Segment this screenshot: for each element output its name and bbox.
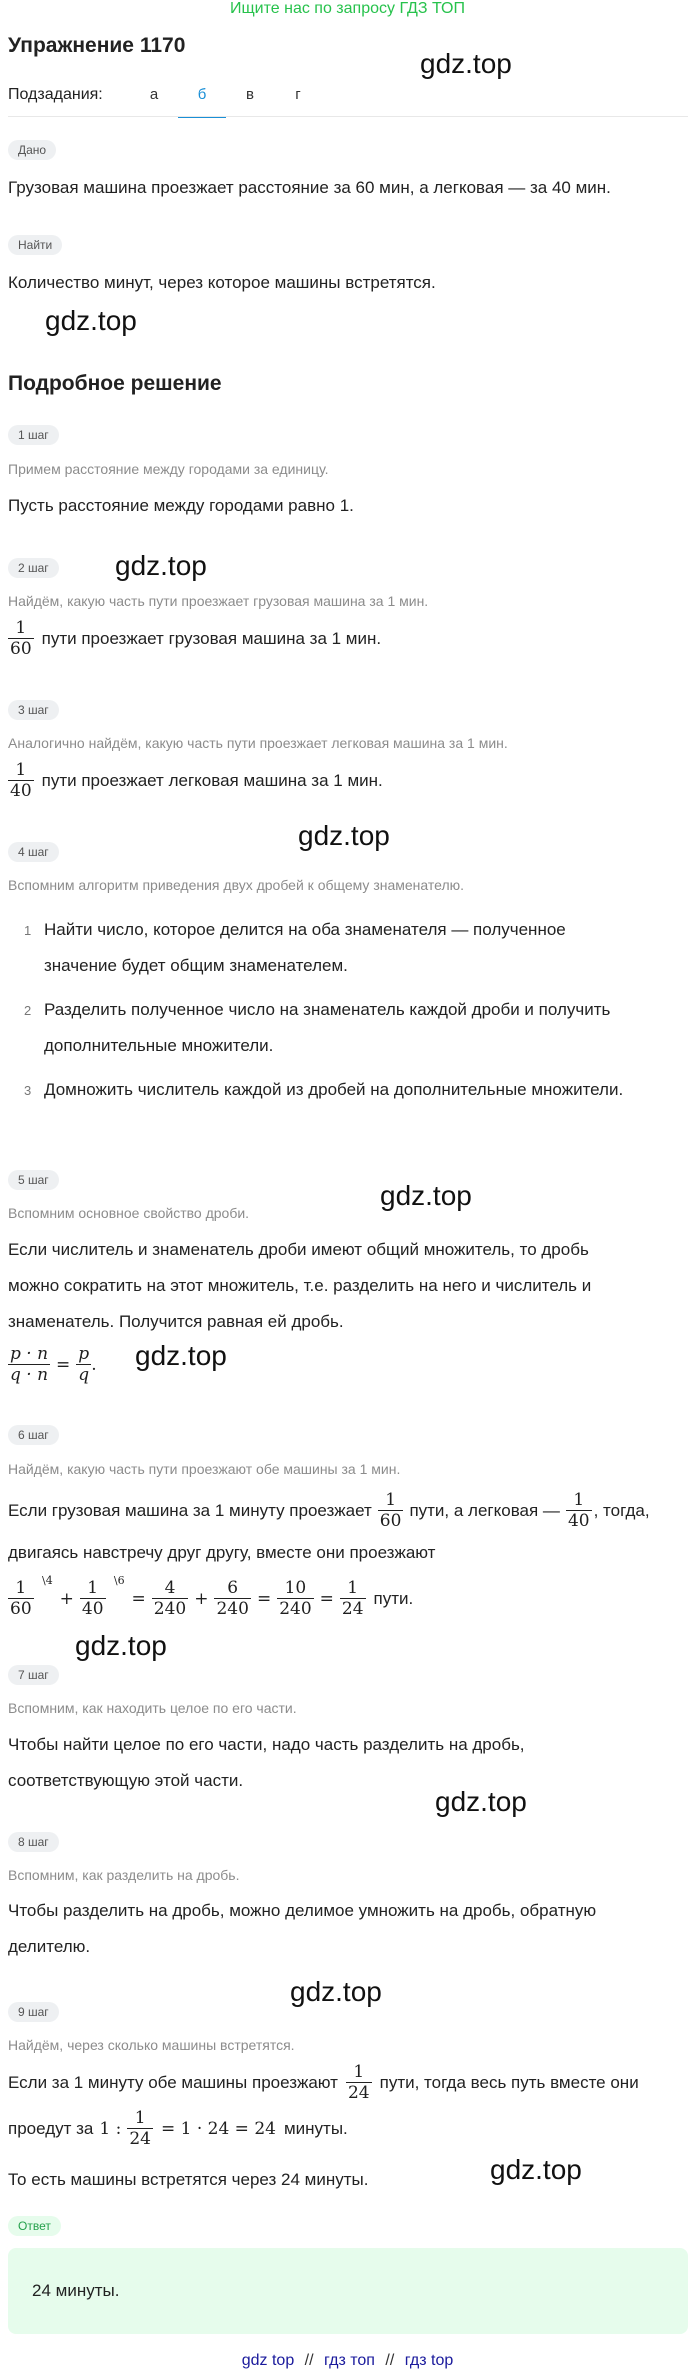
bottom-links (0, 2352, 695, 2370)
step-4-badge: 4 шаг (8, 842, 59, 862)
step-7-hint: Вспомним, как находить целое по его части. (8, 1700, 297, 1716)
step-1-hint: Примем расстояние между городами за единицу. (8, 461, 329, 477)
answer-text: 24 минуты. (32, 2281, 120, 2300)
watermark: gdz.top (290, 1976, 382, 2007)
solution-title: Подробное решение (8, 372, 222, 395)
watermark: gdz.top (490, 2154, 582, 2185)
step-1-badge: 1 шаг (8, 425, 59, 445)
step-4-hint: Вспомним алгоритм приведения двух дробей к общему знаменателю. (8, 877, 465, 893)
answer-box (8, 2248, 688, 2334)
watermark: gdz.top (45, 305, 137, 336)
list-item: 3 Домножить числитель каждой из дробей на дополнительные множители. (24, 1080, 624, 1099)
step-7-badge: 7 шаг (8, 1665, 59, 1685)
step-7-text: Чтобы найти целое по его части, надо часть разделить на дробь, соответствующую этой части. (8, 1735, 525, 1790)
step-2-hint: Найдём, какую часть пути проезжает грузовая машина за 1 мин. (8, 593, 429, 609)
fraction: $\frac{10}{240}$ (279, 1578, 312, 1620)
fraction: $\frac{1}{60}$ (10, 618, 32, 660)
watermark: gdz.top (380, 1180, 472, 1211)
list-item: 2 Разделить полученное число на знаменатель каждой дроби и получить дополнительные множители. (24, 1000, 611, 1055)
watermark: gdz.top (115, 550, 207, 581)
step-5-badge: 5 шаг (8, 1170, 59, 1190)
tab-b[interactable]: б (178, 82, 226, 118)
fraction: $\frac{p \cdot n}{q \cdot n}$ (10, 1344, 49, 1386)
fraction: $\frac{p}{q}$ (78, 1344, 90, 1386)
fraction: $\frac{4}{240}$ (153, 1578, 187, 1620)
tabs-divider (8, 116, 688, 117)
step-8-badge: 8 шаг (8, 1832, 59, 1852)
step-9-badge: 9 шаг (8, 2002, 59, 2022)
step-6-line-2: двигаясь навстречу друг другу, вместе они проезжают (8, 1543, 436, 1562)
step-9-line-2: проедут за 1 : $\frac{1}{24}$ = 1 · 24 = 24 минуты. (8, 2108, 348, 2150)
fraction: $\frac{1}{40}$ (567, 1490, 590, 1532)
fraction: 1 60 \4 (10, 1574, 53, 1620)
find-text: Количество минут, через которое машины встретятся. (8, 273, 436, 292)
tab-a[interactable]: а (149, 86, 159, 103)
tab-v[interactable]: в (246, 86, 254, 103)
fraction: $\frac{1}{24}$ (347, 2062, 370, 2104)
fraction: $\frac{1}{60}$ (379, 1490, 402, 1532)
fraction: $\frac{1}{24}$ (341, 1578, 364, 1620)
given-badge: Дано (8, 140, 56, 160)
bottom-link[interactable]: гдз топ (324, 2352, 375, 2369)
step-6-line-1: Если грузовая машина за 1 минуту проезжает $\frac{1}{60}$ пути, а легковая — $\frac{1}{40}$ , тогда, (8, 1490, 650, 1532)
watermark: gdz.top (435, 1786, 527, 1817)
step-2-text: пути проезжает грузовая машина за 1 мин. (41, 628, 382, 648)
fraction: $\frac{1}{24}$ (129, 2108, 151, 2150)
answer-badge: Ответ (8, 2216, 61, 2236)
top-banner-link[interactable]: Ищите нас по запросу ГДЗ ТОП (230, 0, 465, 17)
step-8-text: Чтобы разделить на дробь, можно делимое умножить на дробь, обратную делителю. (8, 1901, 597, 1956)
step-3-line (8, 760, 383, 802)
step-8-hint: Вспомним, как разделить на дробь. (8, 1867, 240, 1883)
exercise-title: Упражнение 1170 (8, 34, 186, 57)
find-badge: Найти (8, 235, 62, 255)
bottom-link[interactable]: гдз top (404, 2352, 454, 2369)
watermark: gdz.top (135, 1340, 227, 1371)
fraction: $\frac{1}{40}$ (10, 760, 32, 802)
step-1-text: Пусть расстояние между городами равно 1. (8, 496, 354, 515)
step-5-hint: Вспомним основное свойство дроби. (8, 1205, 250, 1221)
step-9-line-1: Если за 1 минуту обе машины проезжают $\frac{1}{24}$ пути, тогда весь путь вместе они (8, 2062, 639, 2104)
step-9-conclusion: То есть машины встретятся через 24 минуты. (8, 2170, 369, 2189)
step-2-line (8, 618, 381, 660)
watermark: gdz.top (298, 820, 390, 851)
step-3-badge: 3 шаг (8, 700, 59, 720)
subtask-tabs (130, 82, 322, 118)
link-separator: // (385, 2352, 395, 2369)
sum-formula: 1 60 \4 + 1 40 \6 = $\frac{4}{240}$ + $\frac{6}{240}$ = $\frac{10}{240}$ = $\frac{1}{24}$ пути. (10, 1574, 414, 1620)
watermark: gdz.top (420, 48, 512, 79)
step-3-text: пути проезжает легковая машина за 1 мин. (41, 770, 383, 790)
list-item: 1 Найти число, которое делится на оба знаменателя — полученное значение будет общим знаменателем. (24, 920, 566, 975)
fraction: $\frac{6}{240}$ (216, 1578, 249, 1620)
step-5-text: Если числитель и знаменатель дроби имеют общий множитель, то дробь можно сократить на этот множитель, т.е. разделить на него и числитель и знаменатель. Получится равная ей дробь. (8, 1240, 592, 1331)
fraction: 1 40 \6 (81, 1574, 125, 1620)
property-formula: $\frac{p \cdot n}{q \cdot n}$ = $\frac{p}{q}$ . (10, 1344, 97, 1386)
step-6-hint: Найдём, какую часть пути проезжают обе машины за 1 мин. (8, 1461, 401, 1477)
step-9-hint: Найдём, через сколько машины встретятся. (8, 2037, 295, 2053)
tab-g[interactable]: г (295, 86, 301, 103)
given-text: Грузовая машина проезжает расстояние за 60 мин, а легковая — за 40 мин. (8, 178, 611, 197)
step-2-badge: 2 шаг (8, 558, 59, 578)
step-6-badge: 6 шаг (8, 1425, 59, 1445)
algorithm-list (24, 912, 674, 1108)
link-separator: // (304, 2352, 314, 2369)
subtasks-label: Подзадания: (8, 86, 103, 103)
watermark: gdz.top (75, 1630, 167, 1661)
step-3-hint: Аналогично найдём, какую часть пути проезжает легковая машина за 1 мин. (8, 735, 508, 751)
bottom-link[interactable]: gdz top (241, 2352, 295, 2369)
